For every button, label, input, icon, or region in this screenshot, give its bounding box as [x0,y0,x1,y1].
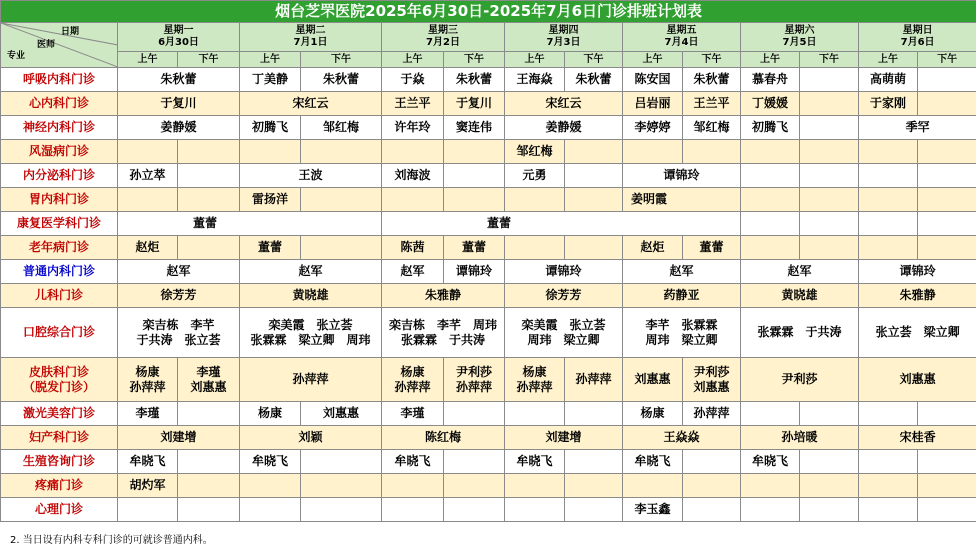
schedule-cell [859,164,918,188]
schedule-cell: 丁美静 [240,68,301,92]
date: 7月3日 [546,37,581,48]
schedule-cell [859,498,918,522]
schedule-cell [800,498,859,522]
schedule-cell: 董蕾 [444,236,505,260]
schedule-cell [859,140,918,164]
schedule-cell: 邹红梅 [505,140,565,164]
schedule-cell [918,92,976,116]
schedule-cell: 季罕 [859,116,976,140]
schedule-cell [800,116,859,140]
date: 7月1日 [293,37,328,48]
schedule-cell [565,498,623,522]
schedule-cell: 李瑾 [118,402,178,426]
schedule-cell: 于复川 [444,92,505,116]
schedule-cell [301,236,382,260]
schedule-cell [623,474,683,498]
schedule-cell: 杨康 [240,402,301,426]
schedule-cell: 于复川 [118,92,240,116]
cell-line: 栾美霞 张立荟 [521,317,606,332]
schedule-cell: 朱秋蕾 [118,68,240,92]
schedule-cell [859,474,918,498]
schedule-cell [683,140,741,164]
schedule-cell: 杨康 [623,402,683,426]
schedule-cell: 雷扬洋 [240,188,301,212]
schedule-cell: 张霖霖 于共涛 [741,308,859,358]
schedule-cell [382,498,444,522]
day-header [741,23,859,52]
schedule-cell: 吕岩丽 [623,92,683,116]
schedule-cell [505,402,565,426]
schedule-cell [741,402,800,426]
day-header [505,23,623,52]
cell-line: 周玮 梁立卿 [645,332,718,347]
schedule-cell: 朱秋蕾 [683,68,741,92]
schedule-cell [683,474,741,498]
schedule-cell: 元勇 [505,164,565,188]
schedule-cell [444,498,505,522]
schedule-cell: 朱雅静 [382,284,505,308]
schedule-cell [178,474,240,498]
cell-line: 孙萍萍 [129,379,166,394]
dept-line: 皮肤科门诊 [28,364,89,379]
schedule-cell: 牟晓飞 [240,450,301,474]
schedule-cell: 高萌萌 [859,68,918,92]
schedule-cell [800,474,859,498]
schedule-cell [859,212,918,236]
schedule-cell [800,450,859,474]
schedule-cell [118,358,178,402]
schedule-cell: 黄晓雄 [240,284,382,308]
schedule-cell [240,140,301,164]
schedule-cell: 陈红梅 [382,426,505,450]
schedule-cell [918,498,976,522]
weekday: 星期日 [902,25,933,36]
weekday: 星期三 [428,25,458,36]
schedule-cell [505,358,565,402]
header-corner [1,23,118,68]
schedule-cell: 刘惠惠 [301,402,382,426]
schedule-cell [683,498,741,522]
pm-header: 下午 [301,52,382,68]
schedule-cell: 董蕾 [240,236,301,260]
cell-line: 于共涛 张立荟 [136,332,221,347]
schedule-cell [382,140,444,164]
schedule-cell: 慕春舟 [741,68,800,92]
schedule-cell: 李玉鑫 [623,498,683,522]
corner-doctor-label: 医师 [37,40,56,50]
schedule-cell [505,474,565,498]
schedule-cell [444,164,505,188]
cell-line: 李瑾 [196,364,221,379]
schedule-cell [301,450,382,474]
schedule-cell [444,402,505,426]
schedule-cell: 刘惠惠 [623,358,683,402]
cell-line: 孙萍萍 [394,379,431,394]
schedule-cell: 谭锦玲 [859,260,976,284]
schedule-cell [800,188,859,212]
schedule-cell [918,212,976,236]
schedule-cell [444,450,505,474]
schedule-cell: 宋红云 [240,92,382,116]
schedule-cell: 王兰平 [382,92,444,116]
schedule-cell: 张立荟 梁立卿 [859,308,976,358]
schedule-cell [178,188,240,212]
schedule-cell [623,308,741,358]
schedule-cell [382,358,444,402]
schedule-cell: 徐芳芳 [505,284,623,308]
schedule-cell [178,358,240,402]
schedule-cell: 孙立萃 [118,164,178,188]
dept-label: 神经内科门诊 [1,116,118,140]
dept-label: 激光美容门诊 [1,402,118,426]
cell-line: 刘惠惠 [190,379,227,394]
am-header: 上午 [118,52,178,68]
schedule-cell [800,68,859,92]
schedule-cell [741,474,800,498]
schedule-cell [918,68,976,92]
schedule-cell [565,140,623,164]
schedule-cell [565,402,623,426]
corner-date-label: 日期 [61,27,80,37]
schedule-cell [918,164,976,188]
cell-line: 李芊 张霖霖 [645,317,718,332]
cell-line: 杨康 [522,364,547,379]
schedule-cell: 赵军 [118,260,240,284]
schedule-cell: 孙萍萍 [565,358,623,402]
schedule-cell [240,498,301,522]
weekday: 星期六 [784,25,815,36]
schedule-cell: 尹利莎 [741,358,859,402]
date: 6月30日 [158,37,199,48]
schedule-cell [178,140,240,164]
schedule-cell [301,188,382,212]
cell-line: 刘惠惠 [693,379,730,394]
schedule-cell [301,140,382,164]
schedule-cell: 李瑾 [382,402,444,426]
cell-line: 尹利莎 [455,364,492,379]
schedule-cell: 朱秋蕾 [444,68,505,92]
schedule-cell [800,236,859,260]
schedule-cell [741,498,800,522]
schedule-cell: 董蕾 [382,212,741,236]
schedule-cell [301,498,382,522]
schedule-cell: 刘建增 [118,426,240,450]
schedule-cell: 谭锦玲 [623,164,741,188]
schedule-cell [178,236,240,260]
schedule-cell [800,140,859,164]
schedule-cell: 初腾飞 [240,116,301,140]
schedule-cell [918,402,976,426]
schedule-cell: 赵军 [623,260,741,284]
am-header: 上午 [240,52,301,68]
schedule-cell [565,236,623,260]
schedule-cell: 谭锦玲 [505,260,623,284]
date: 7月2日 [426,37,460,48]
dept-label: 风湿病门诊 [1,140,118,164]
schedule-cell: 牟晓飞 [505,450,565,474]
schedule-cell: 姜静媛 [118,116,240,140]
schedule-cell [623,140,683,164]
weekday: 星期五 [666,25,697,36]
schedule-cell [741,164,800,188]
schedule-cell [505,236,565,260]
schedule-cell: 赵军 [382,260,444,284]
schedule-cell: 谭锦玲 [444,260,505,284]
schedule-cell: 董蕾 [118,212,382,236]
schedule-cell: 孙萍萍 [683,402,741,426]
schedule-cell: 窦连伟 [444,116,505,140]
pm-header: 下午 [800,52,859,68]
schedule-cell [859,188,918,212]
am-header: 上午 [382,52,444,68]
schedule-cell [918,474,976,498]
schedule-cell [505,188,565,212]
schedule-cell: 于家刚 [859,92,918,116]
cell-line: 栾美霞 张立荟 [268,317,353,332]
pm-header: 下午 [565,52,623,68]
footnote: 2. 当日设有内科专科门诊的可就诊普通内科。 [10,535,213,546]
schedule-cell [741,188,800,212]
cell-line: 杨康 [400,364,425,379]
schedule-cell: 赵军 [240,260,382,284]
schedule-cell [118,188,178,212]
dept-label [1,358,118,402]
dept-label: 心理门诊 [1,498,118,522]
day-header [859,23,976,52]
schedule-cell [178,402,240,426]
pm-header: 下午 [444,52,505,68]
schedule-cell [565,188,623,212]
dept-label: 普通内科门诊 [1,260,118,284]
schedule-cell: 王焱焱 [623,426,741,450]
schedule-cell: 王海焱 [505,68,565,92]
schedule-cell [741,140,800,164]
schedule-cell [741,236,800,260]
schedule-cell: 宋桂香 [859,426,976,450]
schedule-cell: 宋红云 [505,92,623,116]
schedule-cell: 赵军 [741,260,859,284]
dept-label: 妇产科门诊 [1,426,118,450]
dept-label: 生殖咨询门诊 [1,450,118,474]
schedule-cell [382,188,444,212]
schedule-cell: 朱秋蕾 [565,68,623,92]
schedule-cell [240,474,301,498]
date: 7月5日 [782,37,817,48]
weekday: 星期一 [163,25,194,36]
schedule-cell: 姜静媛 [505,116,623,140]
schedule-cell: 朱雅静 [859,284,976,308]
schedule-cell: 刘建增 [505,426,623,450]
schedule-cell [565,450,623,474]
schedule-cell [800,164,859,188]
schedule-cell [444,474,505,498]
date: 7月4日 [664,37,699,48]
page-title: 烟台芝罘医院2025年6月30日-2025年7月6日门诊排班计划表 [1,1,976,23]
schedule-cell [859,402,918,426]
day-header [240,23,382,52]
schedule-cell [565,474,623,498]
schedule-cell: 王兰平 [683,92,741,116]
dept-label: 胃内科门诊 [1,188,118,212]
schedule-cell: 姜明霞 [623,188,741,212]
cell-line: 尹利莎 [693,364,730,379]
schedule-cell [859,450,918,474]
schedule-cell: 药静亚 [623,284,741,308]
dept-label: 呼吸内科门诊 [1,68,118,92]
schedule-cell: 王波 [240,164,382,188]
dept-label: 疼痛门诊 [1,474,118,498]
schedule-cell: 赵炬 [623,236,683,260]
schedule-cell: 李婷婷 [623,116,683,140]
schedule-cell: 刘海波 [382,164,444,188]
schedule-cell [178,450,240,474]
schedule-cell: 陈茜 [382,236,444,260]
schedule-cell [565,164,623,188]
cell-line: 张霖霖 于共涛 [400,332,485,347]
schedule-cell [918,140,976,164]
weekday: 星期二 [295,25,326,36]
cell-line: 栾吉栋 李芊 [142,317,215,332]
am-header: 上午 [505,52,565,68]
schedule-cell [505,308,623,358]
schedule-cell: 邹红梅 [301,116,382,140]
schedule-cell: 邹红梅 [683,116,741,140]
cell-line: 周玮 梁立卿 [527,332,600,347]
schedule-cell [800,92,859,116]
corner-specialty-label: 专业 [7,51,26,61]
schedule-cell [683,358,741,402]
weekday: 星期四 [548,25,579,36]
cell-line: 栾吉栋 李芊 周玮 [388,317,497,332]
schedule-cell: 牟晓飞 [382,450,444,474]
dept-label: 老年病门诊 [1,236,118,260]
schedule-cell: 陈安国 [623,68,683,92]
am-header: 上午 [859,52,918,68]
schedule-cell: 刘颖 [240,426,382,450]
schedule-cell [118,498,178,522]
schedule-cell [382,308,505,358]
schedule-cell: 朱秋蕾 [301,68,382,92]
dept-label: 口腔综合门诊 [1,308,118,358]
cell-line: 孙萍萍 [455,379,492,394]
day-header [382,23,505,52]
schedule-cell [444,358,505,402]
schedule-cell [118,140,178,164]
schedule-cell: 孙培暖 [741,426,859,450]
schedule-cell [741,212,800,236]
schedule-cell [301,474,382,498]
schedule-cell [240,308,382,358]
day-header [118,23,240,52]
schedule-cell: 赵炬 [118,236,178,260]
schedule-cell: 许年玲 [382,116,444,140]
dept-line: （脱发门诊） [22,379,95,394]
schedule-cell: 刘惠惠 [859,358,976,402]
dept-label: 内分泌科门诊 [1,164,118,188]
pm-header: 下午 [683,52,741,68]
schedule-cell: 董蕾 [683,236,741,260]
am-header: 上午 [741,52,800,68]
schedule-cell [505,498,565,522]
schedule-cell: 胡灼军 [118,474,178,498]
schedule-cell: 丁媛媛 [741,92,800,116]
schedule-cell: 孙萍萍 [240,358,382,402]
cell-line: 孙萍萍 [516,379,553,394]
dept-label: 儿科门诊 [1,284,118,308]
schedule-cell: 徐芳芳 [118,284,240,308]
cell-line: 杨康 [135,364,160,379]
schedule-cell [918,450,976,474]
schedule-cell [178,164,240,188]
pm-header: 下午 [178,52,240,68]
schedule-cell: 黄晓雄 [741,284,859,308]
schedule-cell [382,474,444,498]
am-header: 上午 [623,52,683,68]
schedule-cell [918,188,976,212]
schedule-cell: 初腾飞 [741,116,800,140]
schedule-cell [918,236,976,260]
dept-label: 康复医学科门诊 [1,212,118,236]
schedule-cell [800,402,859,426]
schedule-cell [683,450,741,474]
schedule-cell: 于焱 [382,68,444,92]
schedule-cell: 牟晓飞 [741,450,800,474]
schedule-cell [800,212,859,236]
pm-header: 下午 [918,52,976,68]
schedule-cell [859,236,918,260]
schedule-cell [444,140,505,164]
dept-label: 心内科门诊 [1,92,118,116]
day-header [623,23,741,52]
schedule-cell [178,498,240,522]
cell-line: 张霖霖 梁立卿 周玮 [250,332,371,347]
schedule-cell [118,308,240,358]
schedule-cell: 牟晓飞 [623,450,683,474]
date: 7月6日 [900,37,935,48]
schedule-cell [444,188,505,212]
schedule-cell: 牟晓飞 [118,450,178,474]
